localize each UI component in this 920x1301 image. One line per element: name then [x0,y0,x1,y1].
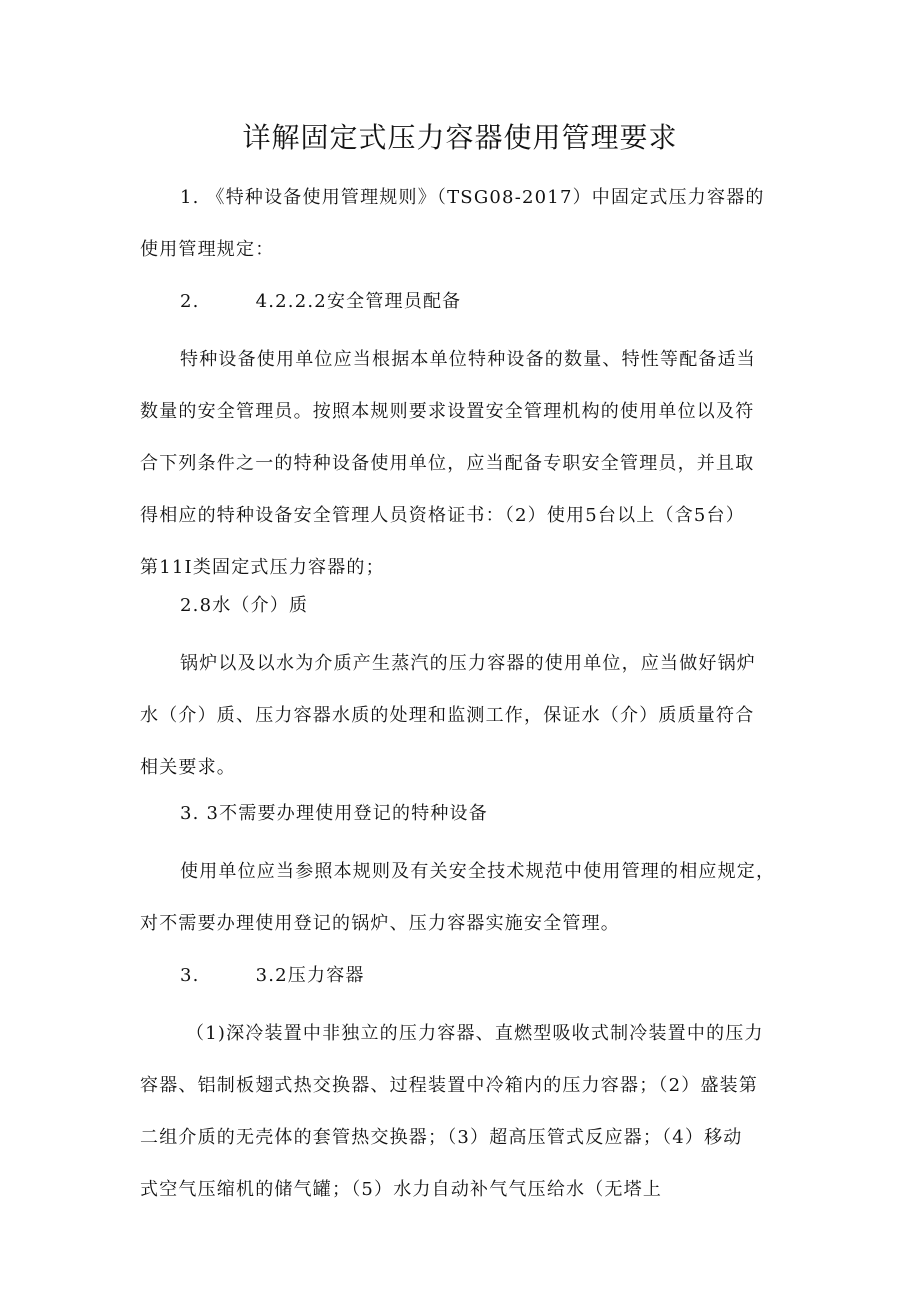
text-line: 对不需要办理使用登记的锅炉、压力容器实施安全管理。 [140,913,620,934]
document-title: 详解固定式压力容器使用管理要求 [242,121,678,154]
heading-text: 4.2.2.2安全管理员配备 [255,291,462,312]
heading-no-registration [140,788,790,840]
heading-water-quality [140,580,790,632]
text-line: 1. 《特种设备使用管理规则》（TSG08-2017）中固定式压力容器的 [180,187,765,208]
text-line: 使用单位应当参照本规则及有关安全技术规范中使用管理的相应规定， [180,861,776,882]
heading-line [140,276,790,328]
text-line: 使用管理规定： [140,239,275,260]
heading-line [140,950,790,1002]
text-line: 容器、铝制板翅式热交换器、过程装置中冷箱内的压力容器；（2）盛装第 [140,1075,759,1096]
text-line: 得相应的特种设备安全管理人员资格证书：（2）使用5台以上（含5台） [140,505,745,526]
heading-line: 3. 3不需要办理使用登记的特种设备 [180,803,488,824]
paragraph-intro [140,172,790,276]
text-line: 式空气压缩机的储气罐；（5）水力自动补气气压给水（无塔上 [140,1179,663,1200]
heading-pressure-vessels [140,950,790,1002]
text-line: 数量的安全管理员。按照本规则要求设置安全管理机构的使用单位以及符 [140,401,755,422]
text-line: 第11I类固定式压力容器的； [140,557,385,578]
paragraph-safety-manager [140,334,790,594]
heading-line: 2.8水（介）质 [180,595,309,616]
text-line: 二组介质的无壳体的套管热交换器；（3）超高压管式反应器；（4）移动 [140,1127,743,1148]
text-line: 相关要求。 [140,757,236,778]
text-line: 锅炉以及以水为介质产生蒸汽的压力容器的使用单位，应当做好锅炉 [180,653,756,674]
heading-safety-manager [140,276,790,328]
paragraph-pressure-vessels [140,1008,790,1216]
heading-text: 3.2压力容器 [255,965,365,986]
paragraph-no-registration [140,846,790,950]
heading-number: 3. [180,965,200,986]
text-line: （1)深冷装置中非独立的压力容器、直燃型吸收式制冷装置中的压力 [186,1023,764,1044]
text-line: 特种设备使用单位应当根据本单位特种设备的数量、特性等配备适当 [180,349,756,370]
text-line: 合下列条件之一的特种设备使用单位，应当配备专职安全管理员，并且取 [140,453,755,474]
paragraph-water-quality [140,638,790,794]
heading-number: 2. [180,291,200,312]
text-line: 水（介）质、压力容器水质的处理和监测工作，保证水（介）质质量符合 [140,705,755,726]
